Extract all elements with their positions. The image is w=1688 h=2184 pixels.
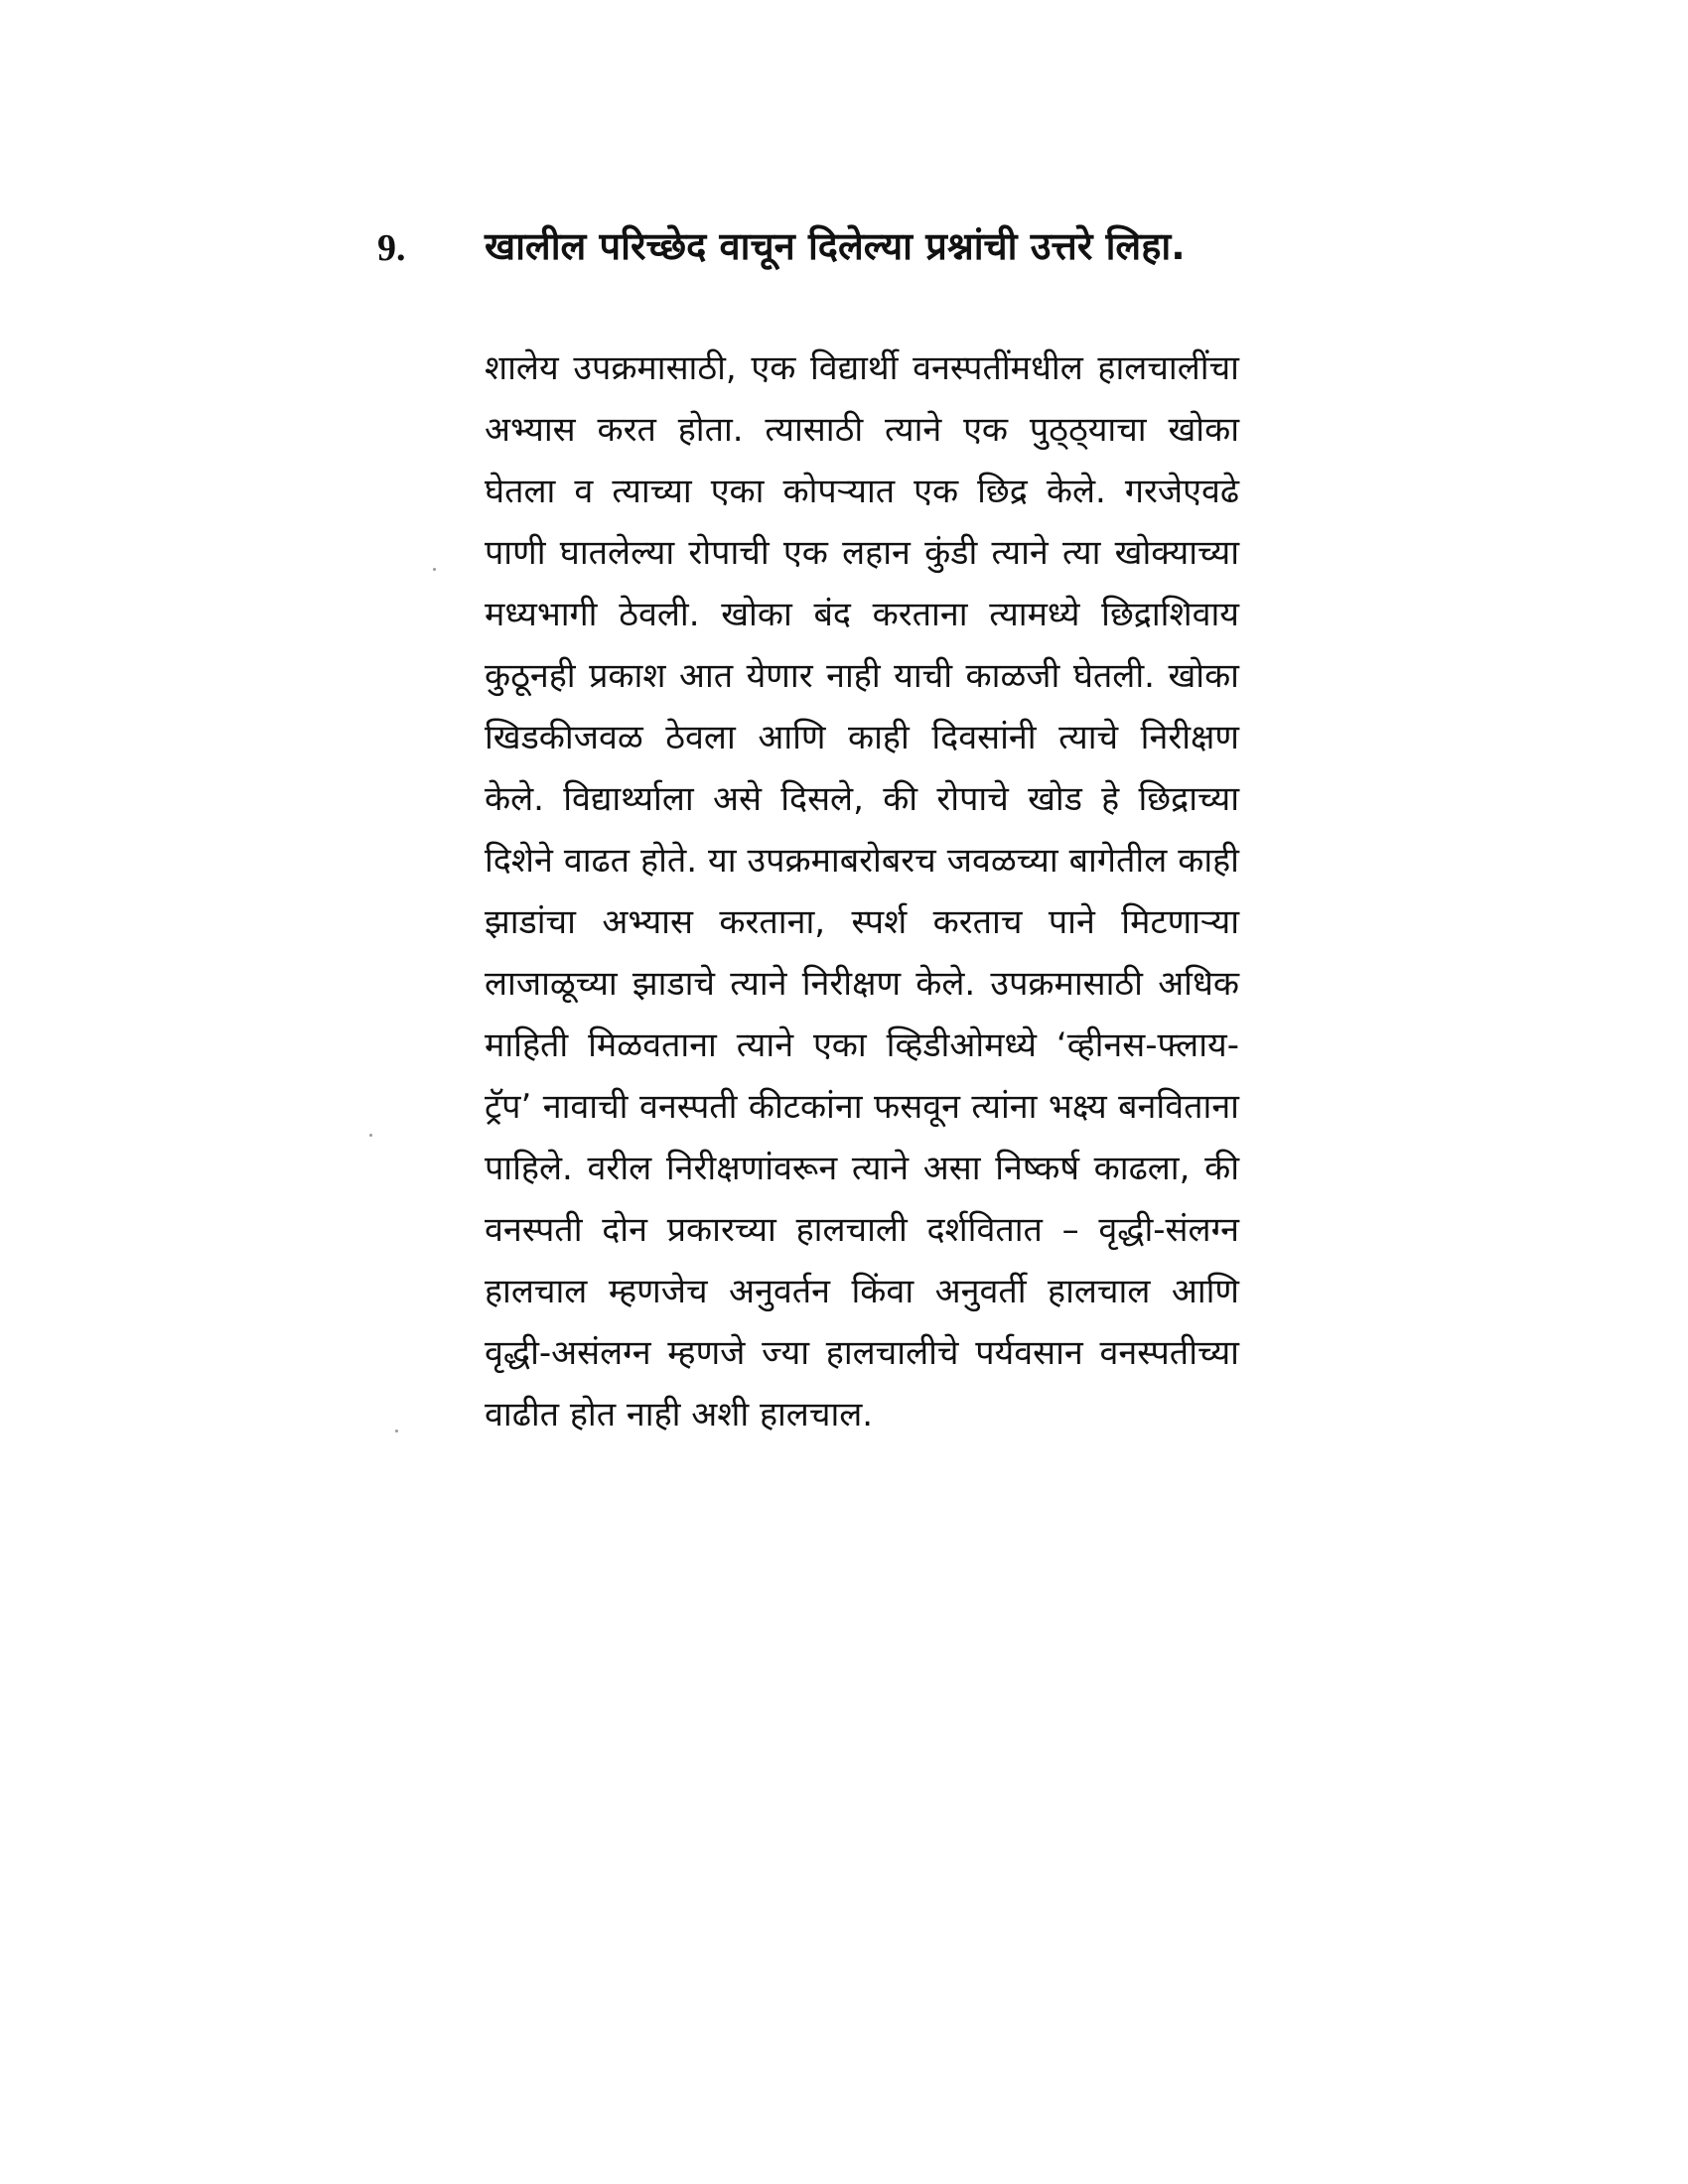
question-number: 9. [377,227,406,269]
scan-speck [395,1430,398,1433]
scan-speck [369,1134,372,1137]
scan-speck [433,568,436,571]
question-title: खालील परिच्छेद वाचून दिलेल्या प्रश्नांची उत्तरे लिहा. [485,224,1186,268]
passage-text: शालेय उपक्रमासाठी, एक विद्यार्थी वनस्पतींमधील हालचालींचा अभ्यास करत होता. त्यासाठी त्याने एक पुठ्ठ्याचा खोका घेतला व त्याच्या एका कोपऱ्यात एक छिद्र केले. गरजेएवढे पाणी घातलेल्या रोपाची एक लहान कुंडी त्याने त्या खोक्याच्या मध्यभागी ठेवली. खोका बंद करताना त्यामध्ये छिद्राशिवाय कुठूनही प्रकाश आत येणार नाही याची काळजी घेतली. खोका खिडकीजवळ ठेवला आणि काही दिवसांनी त्याचे निरीक्षण केले. विद्यार्थ्याला असे दिसले, की रोपाचे खोड हे छिद्राच्या दिशेने वाढत होते. या उपक्रमाबरोबरच जवळच्या बागेतील काही झाडांचा अभ्यास करताना, स्पर्श करताच पाने मिटणाऱ्या लाजाळूच्या झाडाचे त्याने निरीक्षण केले. उपक्रमासाठी अधिक माहिती मिळवताना त्याने एका व्हिडीओमध्ये ‘व्हीनस-फ्लाय-ट्रॅप’ नावाची वनस्पती कीटकांना फसवून त्यांना भक्ष्य बनविताना पाहिले. वरील निरीक्षणांवरून त्याने असा निष्कर्ष काढला, की वनस्पती दोन प्रकारच्या हालचाली दर्शवितात – वृद्धी-संलग्न हालचाल म्हणजेच अनुवर्तन किंवा अनुवर्ती हालचाल आणि वृद्धी-असंलग्न म्हणजे ज्या हालचालीचे पर्यवसान वनस्पतीच्या वाढीत होत नाही अशी हालचाल. [485,348,1239,1434]
